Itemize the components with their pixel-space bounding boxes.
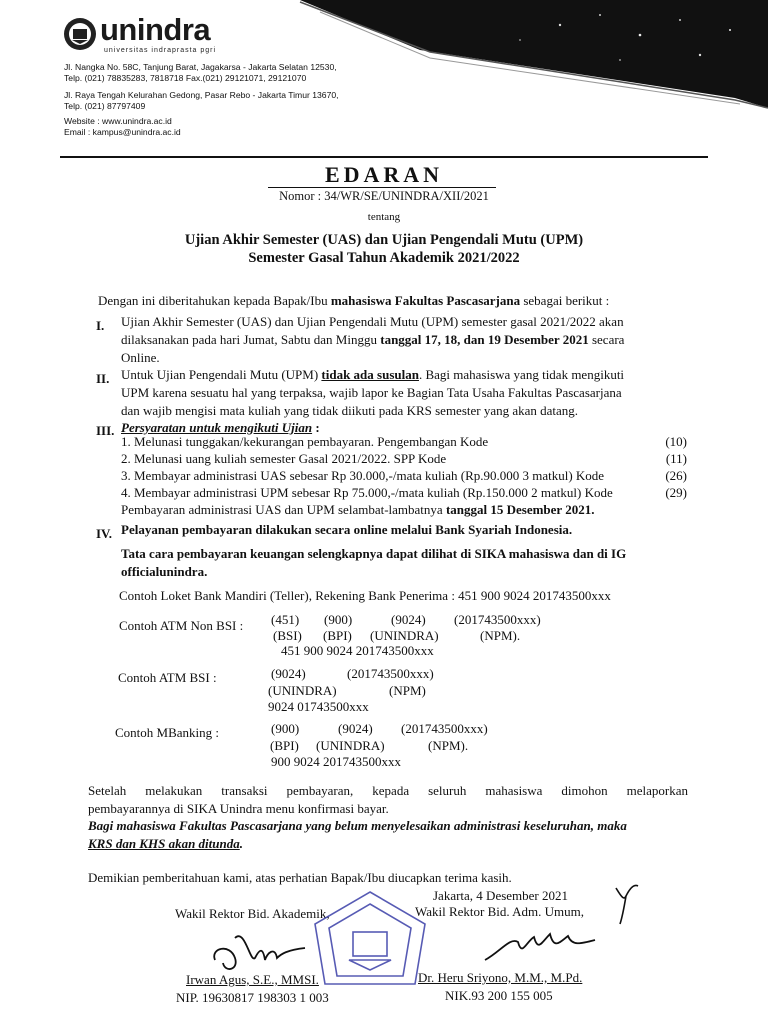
confirmation-line-2: pembayarannya di SIKA Unindra menu konfirmasi bayar. (88, 801, 389, 816)
section-2-line (121, 366, 624, 384)
atm-non-bsi-name-2: (BPI) (323, 628, 352, 643)
intro-paragraph (98, 293, 609, 309)
left-signature (205, 918, 315, 978)
payment-deadline (121, 501, 687, 518)
section-1-line: Online. (121, 350, 160, 365)
list-item (121, 433, 687, 450)
contact-block (64, 116, 181, 137)
krs-khs-delay: KRS dan KHS akan ditunda (88, 836, 240, 851)
atm-non-bsi-name-4: (NPM). (480, 628, 521, 643)
unindra-logo-icon (62, 16, 98, 52)
right-signature (480, 922, 600, 972)
heading-underline (268, 187, 496, 188)
section-2-line: dan wajib mengisi mata kuliah yang tidak diikuti pada KRS semester yang akan datang. (121, 403, 579, 418)
intro-text-end: sebagai berikut : (520, 293, 610, 308)
procedure-line: officialunindra. (121, 564, 208, 579)
atm-bsi-result: 9024 01743500xxx (268, 699, 369, 714)
atm-non-bsi-label: Contoh ATM Non BSI : (119, 618, 244, 633)
document-heading: EDARAN (324, 162, 444, 187)
tentang-label: tentang (367, 211, 401, 223)
header-divider (60, 156, 708, 158)
section-1-body (121, 313, 624, 367)
requirements-colon: : (312, 420, 320, 435)
list-item (121, 467, 687, 484)
mbanking-result: 900 9024 201743500xxx (271, 754, 401, 769)
subject-line-2: Semester Gasal Tahun Akademik 2021/2022 (248, 250, 520, 266)
address-2-line-2: Telp. (021) 87797409 (64, 100, 146, 111)
no-makeup-note: tidak ada susulan (321, 367, 419, 382)
atm-non-bsi-result: 451 900 9024 201743500xxx (281, 643, 434, 658)
intro-bold: mahasiswa Fakultas Pascasarjana (330, 293, 521, 308)
left-signer-id: NIP. 19630817 198303 1 003 (176, 990, 329, 1005)
atm-bsi-label: Contoh ATM BSI : (118, 670, 217, 685)
confirmation-line-1: Setelah melakukan transaksi pembayaran, kepada seluruh mahasiswa dimohon melaporkan (88, 783, 688, 798)
mbanking-code-3: (201743500xxx) (401, 721, 488, 736)
intro-text: Dengan ini diberitahukan kepada Bapak/Ibu (98, 293, 331, 308)
right-signer-name: Dr. Heru Sriyono, M.M., M.Pd. (418, 970, 583, 985)
teller-example: Contoh Loket Bank Mandiri (Teller), Rekening Bank Penerima : 451 900 9024 201743500xxx (119, 588, 611, 603)
atm-bsi-code-2: (201743500xxx) (347, 666, 434, 681)
atm-bsi-name-2: (NPM) (389, 683, 426, 698)
left-signer-name: Irwan Agus, S.E., MMSI. (186, 972, 319, 987)
section-1-line (121, 331, 624, 349)
section-2-text-end: . Bagi mahasiswa yang tidak mengikuti (418, 367, 625, 382)
thanks-line: Demikian pemberitahuan kami, atas perhatian Bapak/Ibu diucapkan terima kasih. (88, 870, 512, 885)
initial-mark (612, 878, 642, 928)
warning-line-1: Bagi mahasiswa Fakultas Pascasarjana yang belum menyelesaikan administrasi keseluruhan, maka (88, 818, 627, 833)
address-2-line-1: Jl. Raya Tengah Kelurahan Gedong, Pasar Rebo - Jakarta Timur 13670, (64, 90, 339, 100)
atm-non-bsi-code-3: (9024) (391, 612, 426, 627)
list-item (121, 450, 687, 467)
mbanking-label: Contoh MBanking : (115, 725, 220, 740)
section-3-number: III. (96, 423, 115, 438)
exam-dates: tanggal 17, 18, dan 19 Desember 2021 (380, 332, 589, 347)
document-number: Nomor : 34/WR/SE/UNINDRA/XII/2021 (279, 189, 489, 203)
left-signer-title: Wakil Rektor Bid. Akademik, (175, 906, 330, 921)
requirement-text: 3. Membayar administrasi UAS sebesar Rp 30.000,-/mata kuliah (Rp.90.000 3 matkul) Kode (121, 468, 605, 483)
payment-service-line: Pelayanan pembayaran dilakukan secara online melalui Bank Syariah Indonesia. (121, 522, 573, 537)
subject-line-1: Ujian Akhir Semester (UAS) dan Ujian Pengendali Mutu (UPM) (184, 232, 584, 248)
warning-line-2 (88, 836, 243, 852)
address-1-line-1: Jl. Nangka No. 58C, Tanjung Barat, Jagakarsa - Jakarta Selatan 12530, (64, 62, 337, 72)
procedure-line: Tata cara pembayaran keuangan selengkapnya dapat dilihat di SIKA mahasiswa dan di IG (121, 546, 627, 561)
requirement-text: 2. Melunasi uang kuliah semester Gasal 2021/2022. SPP Kode (121, 451, 447, 466)
address-block-2 (64, 90, 339, 111)
requirement-text: 1. Melunasi tunggakan/kekurangan pembayaran. Pengembangan Kode (121, 434, 489, 449)
payment-code: (11) (665, 451, 687, 466)
payment-code: (26) (665, 468, 687, 483)
list-item (121, 484, 687, 501)
atm-non-bsi-code-2: (900) (324, 612, 353, 627)
atm-non-bsi-code-1: (451) (271, 612, 300, 627)
section-1-number: I. (96, 318, 105, 333)
requirements-list (121, 433, 687, 518)
place-date: Jakarta, 4 Desember 2021 (433, 888, 569, 903)
mbanking-name-2: (UNINDRA) (316, 738, 385, 753)
warning-end: . (239, 836, 243, 851)
section-1-line: Ujian Akhir Semester (UAS) dan Ujian Pengendali Mutu (UPM) semester gasal 2021/2022 akan (121, 314, 624, 329)
section-4-number: IV. (96, 526, 113, 541)
atm-non-bsi-code-4: (201743500xxx) (454, 612, 541, 627)
university-stamp (305, 886, 435, 1004)
section-1-text: dilaksanakan pada hari Jumat, Sabtu dan Minggu (121, 332, 381, 347)
payment-code: (29) (665, 485, 687, 500)
mbanking-code-1: (900) (271, 721, 300, 736)
logo-wordmark: unindra (100, 12, 211, 47)
email-text: Email : kampus@unindra.ac.id (64, 126, 181, 137)
mbanking-code-2: (9024) (338, 721, 373, 736)
atm-bsi-name-1: (UNINDRA) (268, 683, 337, 698)
logo-tagline: universitas indraprasta pgri (104, 47, 217, 54)
deadline-text: Pembayaran administrasi UAS dan UPM selambat-lambatnya (121, 502, 446, 517)
requirement-text: 4. Membayar administrasi UPM sebesar Rp 75.000,-/mata kuliah (Rp.150.000 2 matkul) Kode (121, 485, 613, 500)
section-2-body (121, 366, 624, 420)
right-signer-id: NIK.93 200 155 005 (445, 988, 553, 1003)
address-1-line-2: Telp. (021) 78835283, 7818718 Fax.(021) 29121071, 29121070 (64, 72, 307, 83)
requirements-heading: Persyaratan untuk mengikuti Ujian (121, 420, 313, 435)
deadline-date: tanggal 15 Desember 2021. (445, 502, 595, 517)
atm-non-bsi-name-1: (BSI) (273, 628, 302, 643)
website-text: Website : www.unindra.ac.id (64, 116, 172, 126)
address-block-1 (64, 62, 337, 83)
mbanking-name-3: (NPM). (428, 738, 469, 753)
payment-procedure (121, 545, 626, 581)
section-2-text: Untuk Ujian Pengendali Mutu (UPM) (121, 367, 322, 382)
payment-code: (10) (665, 434, 687, 449)
right-signer-title: Wakil Rektor Bid. Adm. Umum, (415, 904, 585, 919)
mbanking-name-1: (BPI) (270, 738, 299, 753)
section-2-line: UPM karena sesuatu hal yang terpaksa, wajib lapor ke Bagian Tata Usaha Fakultas Pascasarjana (121, 385, 622, 400)
section-1-text-end: secara (588, 332, 625, 347)
atm-non-bsi-name-3: (UNINDRA) (370, 628, 439, 643)
atm-bsi-code-1: (9024) (271, 666, 306, 681)
section-2-number: II. (96, 371, 110, 386)
